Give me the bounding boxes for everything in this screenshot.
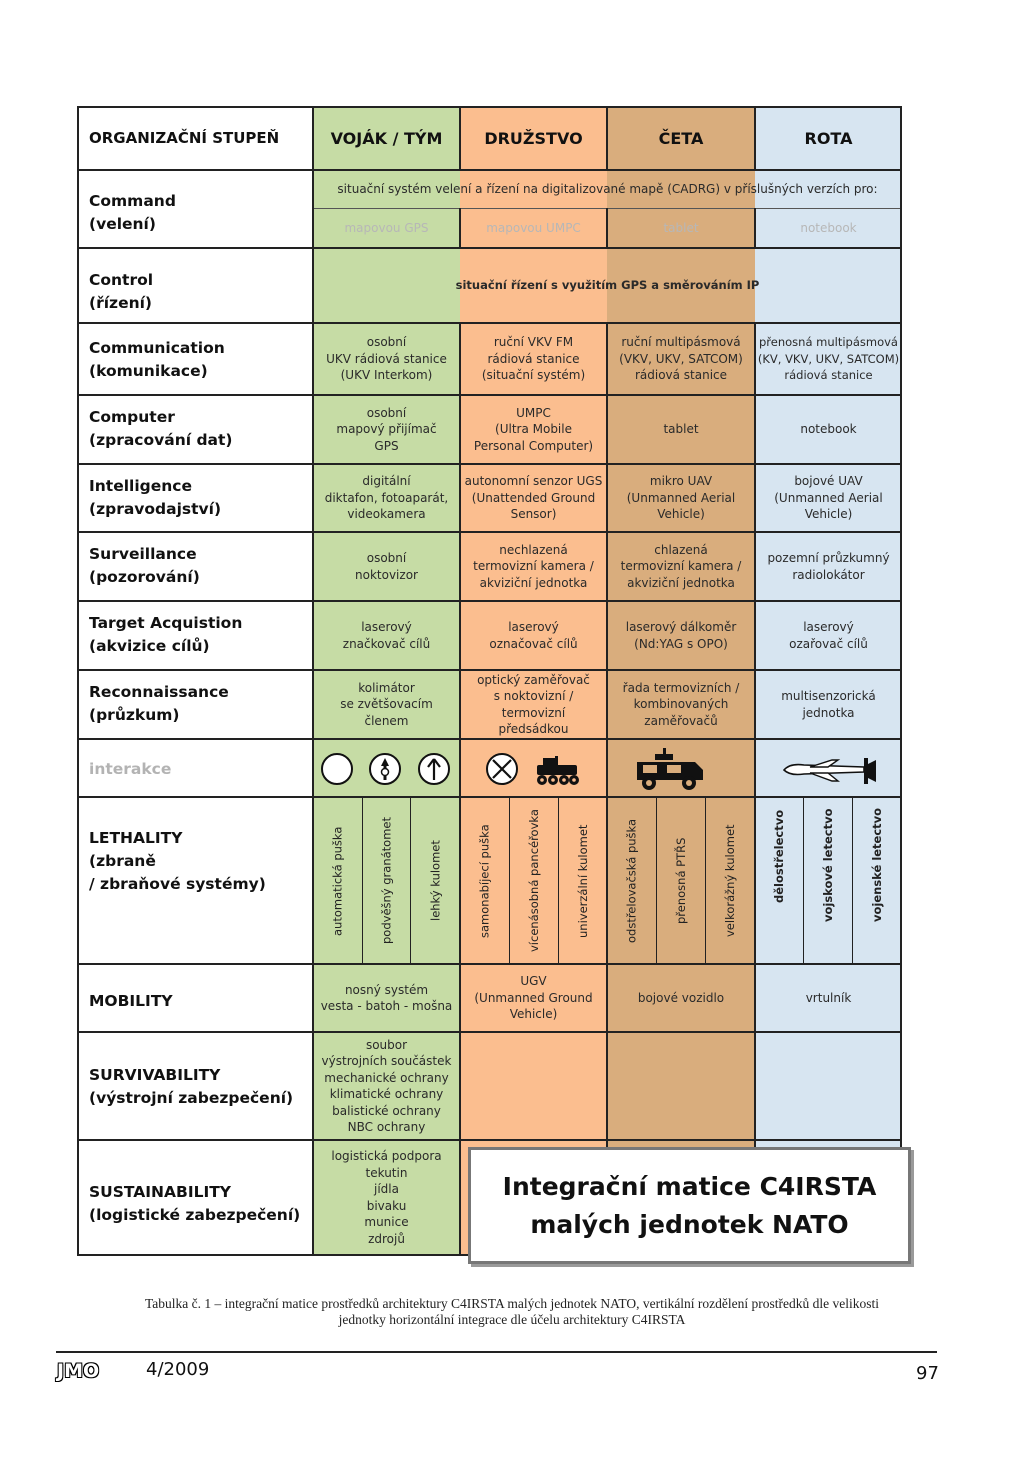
intelligence-cell-ceta: mikro UAV (Unmanned Aerial Vehicle): [626, 474, 736, 522]
row-label-survivability-en: SURVIVABILITY: [89, 1066, 221, 1084]
command-cell-druzstvo: mapovou UMPC: [486, 220, 581, 235]
weapon-velkorazny-kulomet: velkorážný kulomet: [723, 824, 737, 938]
recon-cell-druzstvo: optický zaměřovač s noktovizní / termovizní předsádkou: [477, 672, 590, 736]
target-cell-druzstvo: laserový označovač cílů: [489, 620, 578, 651]
cross-circle-icon: [485, 752, 519, 786]
row-label-survivability: [89, 1064, 293, 1110]
row-label-target-acquisition: [89, 612, 242, 658]
command-span-text: situační systém velení a řízení na digitalizované mapě (CADRG) v příslušných verzích pro:: [337, 182, 878, 197]
row-label-sustainability-en: SUSTAINABILITY: [89, 1183, 232, 1201]
journal-logo: JMO: [57, 1360, 100, 1382]
column-header-rota: ROTA: [804, 128, 853, 148]
computer-cell-druzstvo: UMPC (Ultra Mobile Personal Computer): [473, 405, 594, 453]
weapon-odstrelovacska-puska: odstřelovačská puška: [624, 818, 639, 944]
compass-arrow-icon: [368, 752, 402, 786]
row-label-sustainability-cz: (logistické zabezpečení): [89, 1206, 301, 1224]
row-label-surveillance-en: Surveillance: [89, 545, 197, 563]
row-label-lethality-cz2: / zbraňové systémy): [89, 874, 266, 893]
weapon-automaticka-puska: automatická puška: [330, 826, 345, 936]
footer-rule: [56, 1351, 937, 1353]
mobility-cell-druzstvo: UGV (Unmanned Ground Vehicle): [474, 974, 593, 1022]
computer-cell-vojak: osobní mapový přijímač GPS: [336, 405, 437, 453]
row-label-lethality-cz1: (zbraně: [89, 851, 156, 870]
armored-vehicle-icon: [633, 746, 707, 792]
matrix-title-line1: Integrační matice C4IRSTA: [502, 1171, 877, 1201]
corner-header: ORGANIZAČNÍ STUPEŇ: [89, 128, 280, 147]
intelligence-cell-rota: bojové UAV (Unmanned Aerial Vehicle): [774, 474, 883, 522]
surveillance-cell-vojak: osobní noktovizor: [355, 551, 418, 582]
intelligence-cell-druzstvo: autonomní senzor UGS (Unattended Ground Sensor): [464, 474, 603, 522]
row-label-control-cz: (řízení): [89, 294, 153, 312]
recon-cell-vojak: kolimátor se zvětšovacím členem: [340, 680, 433, 728]
row-label-computer-cz: (zpracování dat): [89, 431, 233, 449]
up-arrow-icon: [417, 752, 451, 786]
row-label-intelligence-en: Intelligence: [89, 477, 193, 495]
column-header-ceta: ČETA: [658, 128, 704, 148]
target-cell-vojak: laserový značkovač cílů: [342, 620, 431, 651]
mobility-cell-ceta: bojové vozidlo: [637, 990, 725, 1005]
row-label-intelligence: [89, 475, 221, 521]
target-cell-rota: laserový ozařovač cílů: [789, 620, 868, 651]
weapon-lehky-kulomet: lehký kulomet: [428, 840, 443, 922]
survivability-cell-vojak: soubor výstrojních součástek mechanické ochrany klimatické ochrany balistické ochrany NBC ochrany: [321, 1037, 452, 1134]
row-label-lethality: [89, 821, 266, 901]
control-span-text: situační řízení s využitím GPS a směrováním IP: [455, 278, 760, 293]
row-label-reconnaissance: [89, 681, 229, 727]
table-caption: [77, 1296, 947, 1328]
row-label-interakce: interakce: [89, 759, 172, 778]
row-label-lethality-en: LETHALITY: [89, 828, 183, 847]
row-label-survivability-cz: (výstrojní zabezpečení): [89, 1089, 294, 1107]
row-label-command: [89, 190, 176, 236]
uav-drone-icon: [780, 754, 880, 788]
row-label-computer-en: Computer: [89, 408, 175, 426]
sustainability-cell-vojak: logistická podpora tekutin jídla bivaku munice zdrojů: [331, 1149, 442, 1246]
row-label-command-en: Command: [89, 192, 176, 210]
column-header-vojak: VOJÁK / TÝM: [330, 128, 443, 148]
recon-cell-ceta: řada termovizních / kombinovaných zaměřovačů: [622, 680, 740, 728]
integration-matrix-table: [77, 106, 902, 1256]
surveillance-cell-rota: pozemní průzkumný radiolokátor: [767, 551, 890, 582]
surveillance-cell-druzstvo: nechlazená termovizní kamera / akviziční jednotka: [473, 542, 594, 590]
row-label-target-en: Target Acquistion: [89, 614, 243, 632]
row-label-sustainability: [89, 1181, 300, 1227]
row-label-communication-en: Communication: [89, 339, 225, 357]
circle-icon: [320, 752, 354, 786]
weapon-delostrelectvo: dělostřelectvo: [772, 809, 786, 903]
communication-cell-druzstvo: ruční VKV FM rádiová stanice (situační systém): [481, 335, 586, 383]
row-label-intelligence-cz: (zpravodajství): [89, 500, 222, 518]
row-label-computer: [89, 406, 233, 452]
row-label-target-cz: (akvizice cílů): [89, 637, 210, 655]
ugv-robot-icon: [533, 754, 581, 788]
target-cell-ceta: laserový dálkoměr (Nd:YAG s OPO): [625, 620, 737, 651]
matrix-title-box: [468, 1147, 911, 1264]
matrix-title-line2: malých jednotek NATO: [530, 1209, 849, 1239]
row-label-communication-cz: (komunikace): [89, 362, 208, 380]
communication-cell-rota: přenosná multipásmová (KV, VKV, UKV, SATCOM) rádiová stanice: [757, 335, 900, 383]
row-label-communication: [89, 337, 225, 383]
row-label-surveillance: [89, 543, 200, 589]
command-cell-rota: notebook: [800, 220, 857, 235]
row-label-recon-en: Reconnaissance: [89, 683, 229, 701]
communication-cell-ceta: ruční multipásmová (VKV, UKV, SATCOM) rádiová stanice: [619, 335, 743, 383]
weapon-vojskove-letectvo: vojskové letectvo: [821, 808, 835, 922]
command-cell-ceta: tablet: [663, 220, 699, 235]
weapon-podvesny-granatomet: podvěšný granátomet: [379, 817, 394, 945]
caption-line2: jednotky horizontální integrace dle účelu architektury C4IRSTA: [338, 1312, 686, 1327]
mobility-cell-vojak: nosný systém vesta - batoh - mošna: [320, 982, 453, 1013]
weapon-univerzalni-kulomet: univerzální kulomet: [576, 824, 590, 938]
row-label-mobility: MOBILITY: [89, 991, 173, 1010]
weapon-vicenasobna-pancerovka: vícenásobná pancéřovka: [527, 809, 541, 953]
row-label-recon-cz: (průzkum): [89, 706, 180, 724]
weapon-prenosna-ptrs: přenosná PTŘS: [674, 837, 688, 925]
row-label-surveillance-cz: (pozorování): [89, 568, 200, 586]
command-cell-vojak: mapovou GPS: [344, 220, 429, 235]
computer-cell-ceta: tablet: [663, 422, 699, 437]
row-label-control: [89, 269, 153, 315]
row-label-control-en: Control: [89, 271, 154, 289]
caption-line1: Tabulka č. 1 – integrační matice prostředků architektury C4IRSTA malých jednotek NATO, vertikální rozdělení prostředků dle velikosti: [144, 1296, 880, 1311]
mobility-cell-rota: vrtulník: [805, 990, 852, 1005]
intelligence-cell-vojak: digitální diktafon, fotoaparát, videokamera: [324, 474, 449, 522]
page-number: 97: [916, 1363, 939, 1384]
column-header-druzstvo: DRUŽSTVO: [484, 128, 583, 148]
recon-cell-rota: multisenzorická jednotka: [781, 689, 876, 720]
row-label-command-cz: (velení): [89, 215, 156, 233]
issue-number: 4/2009: [146, 1359, 210, 1380]
weapon-samonabijeci-puska: samonabíjecí puška: [477, 824, 492, 938]
computer-cell-rota: notebook: [800, 422, 857, 437]
weapon-vojenske-letectvo: vojenské letectvo: [870, 807, 884, 923]
surveillance-cell-ceta: chlazená termovizní kamera / akviziční jednotka: [620, 542, 742, 590]
communication-cell-vojak: osobní UKV rádiová stanice (UKV Interkom): [326, 335, 447, 383]
